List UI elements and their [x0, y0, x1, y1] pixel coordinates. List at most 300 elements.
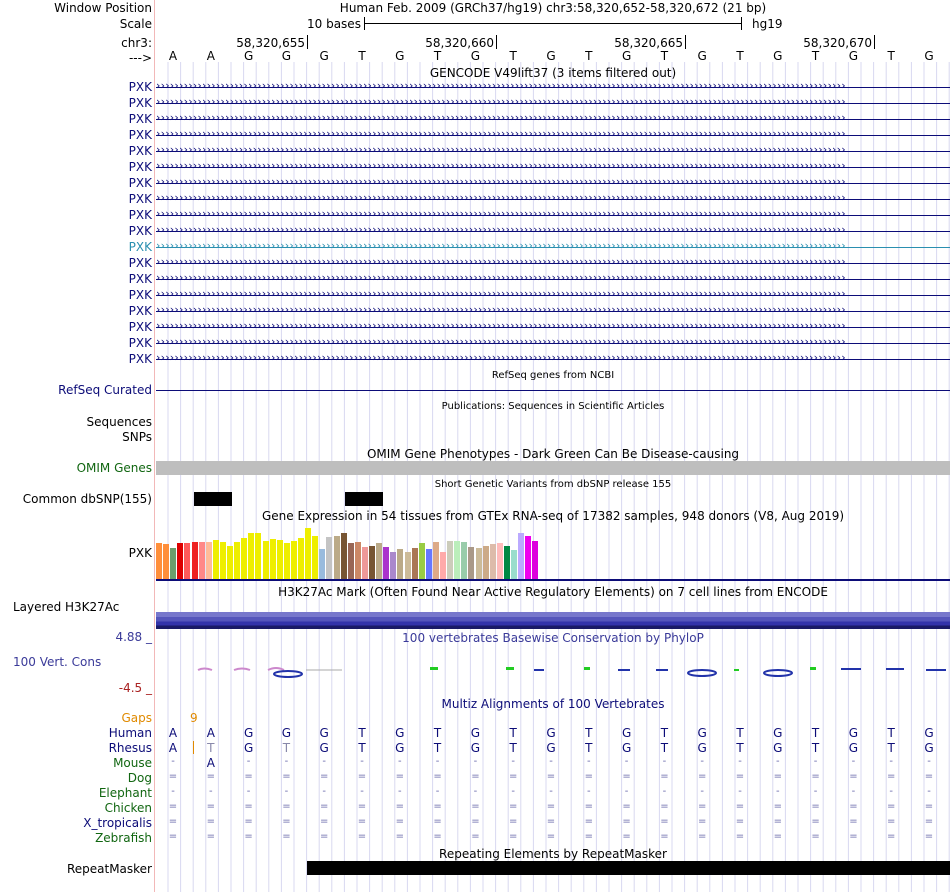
alignment-base: T	[585, 741, 593, 755]
gtex-tissue-bar[interactable]	[348, 543, 354, 579]
alignment-base: =	[886, 816, 896, 827]
gtex-tissue-bar[interactable]	[376, 543, 382, 579]
dbsnp-variant-2[interactable]	[345, 492, 383, 506]
gap-marker	[193, 741, 194, 754]
gtex-tissue-bar[interactable]	[461, 542, 467, 579]
alignment-base: =	[546, 801, 556, 812]
alignment-base: G	[546, 741, 556, 755]
strand-arrows: ››››››››››››››››››››››››››››››››››››››››››››››››››››››››››››››››››››››››››››››››››››››››››››››››››››››››››››››››››››››››››››››››››››››››››››››››››››››	[156, 319, 846, 332]
alignment-base: =	[508, 771, 518, 782]
gencode-transcript-label[interactable]: PXK	[128, 80, 152, 94]
sequence-base[interactable]: T	[585, 49, 593, 63]
gtex-tissue-bar[interactable]	[319, 549, 325, 579]
sequence-base[interactable]: G	[621, 49, 632, 63]
alignment-base: A	[168, 726, 178, 740]
gtex-tissue-bar[interactable]	[163, 544, 169, 579]
omim-track-title[interactable]: OMIM Gene Phenotypes - Dark Green Can Be Disease-causing	[366, 447, 740, 461]
sequence-base[interactable]: T	[736, 49, 744, 63]
alignment-base: =	[622, 831, 631, 842]
alignment-base: =	[471, 771, 480, 782]
alignment-base: -	[889, 756, 893, 767]
gtex-tissue-bar[interactable]	[170, 548, 176, 579]
gtex-tissue-bar[interactable]	[426, 549, 432, 579]
chrom-label: chr3:	[121, 36, 152, 50]
alignment-base: T	[433, 726, 442, 740]
gtex-tissue-bar[interactable]	[341, 533, 347, 579]
gtex-tissue-bar[interactable]	[213, 540, 219, 579]
alignment-base: =	[508, 816, 518, 827]
gtex-tissue-bar[interactable]	[511, 550, 517, 579]
alignment-base: =	[886, 831, 896, 842]
coordinate-tick	[685, 35, 686, 49]
gtex-tissue-bar[interactable]	[405, 552, 411, 579]
alignment-base: T	[811, 741, 820, 755]
omim-track-label[interactable]: OMIM Genes	[76, 461, 152, 475]
phylop-mark-14	[764, 670, 792, 676]
alignment-base: =	[282, 771, 291, 782]
alignment-base: =	[811, 816, 820, 827]
alignment-base: =	[660, 771, 669, 782]
alignment-base: =	[735, 801, 745, 812]
strand-arrows: ››››››››››››››››››››››››››››››››››››››››››››››››››››››››››››››››››››››››››››››››››››››››››››››››››››››››››››››››››››››››››››››››››››››››››››››››››››››	[156, 255, 846, 268]
alignment-base: =	[773, 801, 782, 812]
h3k27ac-track-label[interactable]: Layered H3K27Ac	[13, 600, 120, 614]
sequence-base[interactable]: T	[887, 49, 895, 63]
gencode-track-title[interactable]: GENCODE V49lift37 (3 items filtered out)	[429, 66, 677, 80]
alignment-base: =	[168, 831, 178, 842]
phylop-track-label[interactable]: 100 Vert. Cons	[13, 655, 102, 669]
sequence-base[interactable]: G	[848, 49, 859, 63]
alignment-base: =	[395, 801, 404, 812]
dbsnp-track-title[interactable]: Short Genetic Variants from dbSNP release 155	[434, 479, 672, 490]
gencode-transcript-label[interactable]: PXK	[128, 224, 152, 238]
alignment-base: =	[319, 831, 329, 842]
species-label[interactable]: Elephant	[98, 786, 152, 800]
alignment-base: =	[886, 771, 896, 782]
alignment-base: -	[322, 786, 326, 797]
coordinate-label: 58,320,660	[425, 36, 494, 50]
gtex-tissue-bar[interactable]	[284, 543, 290, 579]
scale-assembly: hg19	[752, 17, 783, 31]
gtex-tissue-bar[interactable]	[177, 543, 183, 579]
gtex-tissue-bar[interactable]	[298, 538, 304, 579]
strand-arrows: ››››››››››››››››››››››››››››››››››››››››››››››››››››››››››››››››››››››››››››››››››››››››››››››››››››››››››››››››››››››››››››››››››››››››››››››››››››››	[156, 335, 846, 348]
alignment-base: G	[848, 726, 859, 740]
alignment-base: =	[584, 801, 593, 812]
alignment-base: =	[697, 816, 707, 827]
phylop-track-title[interactable]	[156, 631, 950, 645]
phylop-track-title-text: 100 vertebrates Basewise Conservation by PhyloP	[402, 631, 704, 645]
alignment-base: A	[206, 756, 215, 770]
coordinate-label: 58,320,655	[236, 36, 305, 50]
alignment-base: =	[546, 816, 556, 827]
alignment-base: =	[357, 831, 367, 842]
alignment-base: =	[811, 831, 820, 842]
gtex-tissue-bar[interactable]	[412, 548, 418, 579]
sequence-base[interactable]: G	[546, 49, 556, 63]
alignment-base: -	[549, 786, 553, 797]
gtex-tissue-bar[interactable]	[525, 536, 531, 579]
gtex-track-title[interactable]: Gene Expression in 54 tissues from GTEx RNA-seq of 17382 samples, 948 donors (V8, Aug 2019)	[261, 509, 845, 523]
alignment-base: =	[168, 771, 178, 782]
sequence-base[interactable]: T	[433, 49, 442, 63]
alignment-base: =	[849, 801, 858, 812]
gtex-tissue-bar[interactable]	[390, 552, 396, 579]
alignment-base: =	[849, 831, 858, 842]
gtex-tissue-bar[interactable]	[156, 543, 162, 579]
gtex-track-label[interactable]: PXK	[128, 546, 152, 560]
gtex-tissue-bar[interactable]	[199, 542, 205, 579]
alignment-base: T	[887, 741, 895, 755]
strand-arrows: ››››››››››››››››››››››››››››››››››››››››››››››››››››››››››››››››››››››››››››››››››››››››››››››››››››››››››››››››››››››››››››››››››››››››››››››››››››››	[156, 111, 846, 124]
alignment-base: =	[357, 801, 367, 812]
sequence-base[interactable]: G	[697, 49, 707, 63]
phylop-mark-7	[506, 667, 514, 670]
publications-sequences-label[interactable]: Sequences	[86, 415, 152, 429]
gtex-tissue-bar[interactable]	[504, 546, 510, 579]
alignment-base: =	[660, 831, 669, 842]
window-position-label: Window Position	[54, 1, 152, 15]
alignment-base: T	[509, 741, 517, 755]
publications-snps-label[interactable]: SNPs	[122, 430, 152, 444]
gtex-tissue-bar[interactable]	[362, 547, 368, 579]
alignment-base: T	[887, 726, 895, 740]
alignment-base: =	[395, 771, 404, 782]
sequence-base[interactable]: G	[395, 49, 405, 63]
gtex-tissue-bar[interactable]	[227, 546, 233, 579]
gtex-tissue-bar[interactable]	[184, 543, 190, 579]
alignment-base: T	[509, 726, 517, 740]
gtex-tissue-bar[interactable]	[518, 533, 524, 579]
coordinate-tick	[874, 35, 875, 49]
gencode-transcript-label[interactable]: PXK	[128, 272, 152, 286]
alignment-base: =	[471, 801, 480, 812]
phylop-mark-12	[688, 670, 716, 676]
strand-arrows: ››››››››››››››››››››››››››››››››››››››››››››››››››››››››››››››››››››››››››››››››››››››››››››››››››››››››››››››››››››››››››››››››››››››››››››››››››››››	[156, 191, 846, 204]
h3k27ac-track-title[interactable]: H3K27Ac Mark (Often Found Near Active Regulatory Elements) on 7 cell lines from ENCODE	[278, 585, 828, 599]
alignment-base: =	[622, 771, 631, 782]
alignment-base: =	[319, 801, 329, 812]
alignment-base: G	[621, 741, 632, 755]
alignment-base: -	[624, 756, 629, 767]
alignment-base: =	[395, 816, 404, 827]
alignment-base: =	[433, 816, 442, 827]
omim-gene-bar[interactable]	[156, 461, 950, 475]
gencode-transcript-label[interactable]: PXK	[128, 288, 152, 302]
alignment-base: -	[700, 756, 704, 767]
species-label[interactable]: Human	[108, 726, 152, 740]
strand-arrows: ››››››››››››››››››››››››››››››››››››››››››››››››››››››››››››››››››››››››››››››››››››››››››››››››››››››››››››››››››››››››››››››››››››››››››››››››››››››	[156, 303, 846, 316]
alignment-base: T	[433, 741, 442, 755]
sequence-base[interactable]: A	[168, 49, 178, 63]
alignment-base: =	[546, 831, 556, 842]
alignment-base: G	[395, 741, 405, 755]
alignment-base: G	[697, 741, 707, 755]
alignment-base: -	[284, 786, 289, 797]
species-label[interactable]: Mouse	[113, 756, 152, 770]
species-label[interactable]: Zebrafish	[95, 831, 152, 845]
phylop-logo[interactable]	[156, 660, 950, 680]
gencode-transcript-label[interactable]: PXK	[128, 240, 152, 254]
sequence-base[interactable]: G	[924, 49, 934, 63]
gtex-tissue-bar[interactable]	[241, 538, 247, 579]
alignment-base: =	[546, 771, 556, 782]
gencode-transcript-label[interactable]: PXK	[128, 192, 152, 206]
label-divider	[154, 0, 155, 892]
gtex-tissue-bar[interactable]	[312, 536, 318, 579]
alignment-base: G	[319, 741, 329, 755]
alignment-base: =	[584, 831, 593, 842]
alignment-base: -	[322, 756, 326, 767]
alignment-base: T	[736, 726, 744, 740]
alignment-base: -	[813, 786, 818, 797]
sequence-base[interactable]: T	[509, 49, 517, 63]
sequence-base[interactable]: T	[660, 49, 669, 63]
sequence-base[interactable]: G	[243, 49, 254, 63]
repeatmasker-track-label[interactable]: RepeatMasker	[66, 862, 152, 876]
gtex-tissue-bar[interactable]	[440, 552, 446, 579]
gencode-transcript-label[interactable]: PXK	[128, 320, 152, 334]
alignment-base: G	[924, 741, 934, 755]
refseq-track-label[interactable]: RefSeq Curated	[58, 383, 152, 397]
alignment-base: =	[357, 771, 367, 782]
alignment-base: =	[660, 816, 669, 827]
alignment-base: T	[282, 741, 291, 755]
alignment-base: -	[360, 786, 364, 797]
alignment-base: -	[397, 786, 402, 797]
gtex-tissue-bar[interactable]	[497, 543, 503, 579]
alignment-base: =	[206, 831, 215, 842]
alignment-base: =	[584, 816, 593, 827]
alignment-base: G	[924, 726, 934, 740]
gtex-tissue-bar[interactable]	[355, 542, 361, 579]
gtex-tissue-bar[interactable]	[532, 541, 538, 579]
gtex-tissue-bar[interactable]	[397, 549, 403, 579]
gencode-transcript-label[interactable]: PXK	[128, 336, 152, 350]
gtex-tissue-bar[interactable]	[270, 539, 276, 579]
gencode-transcript-label[interactable]: PXK	[128, 96, 152, 110]
species-label[interactable]: Dog	[127, 771, 152, 785]
alignment-base: -	[171, 756, 175, 767]
alignment-base: G	[470, 741, 481, 755]
alignment-base: =	[319, 771, 329, 782]
alignment-base: =	[471, 816, 480, 827]
gencode-transcript-label[interactable]: PXK	[128, 128, 152, 142]
alignment-base: -	[927, 786, 931, 797]
gtex-expression-chart[interactable]	[156, 525, 556, 579]
alignment-base: -	[360, 756, 364, 767]
alignment-base: =	[319, 816, 329, 827]
alignment-base: =	[244, 771, 253, 782]
gtex-tissue-bar[interactable]	[468, 547, 474, 579]
alignment-base: T	[358, 741, 366, 755]
alignment-base: =	[244, 831, 253, 842]
alignment-base: -	[775, 756, 780, 767]
gtex-tissue-bar[interactable]	[419, 543, 425, 579]
alignment-base: =	[924, 771, 934, 782]
scale-bar	[364, 23, 742, 24]
gencode-transcript-label[interactable]: PXK	[128, 144, 152, 158]
alignment-base: =	[206, 816, 215, 827]
alignment-base: -	[586, 786, 591, 797]
scale-label: Scale	[119, 17, 152, 31]
gtex-tissue-bar[interactable]	[476, 548, 482, 579]
alignment-base: A	[168, 741, 178, 755]
sequence-base[interactable]: G	[319, 49, 329, 63]
gtex-tissue-bar[interactable]	[447, 541, 453, 579]
sequence-base[interactable]: A	[206, 49, 215, 63]
alignment-base: =	[849, 816, 858, 827]
coordinate-label: 58,320,670	[803, 36, 872, 50]
multiz-track-title[interactable]	[156, 697, 950, 711]
repeatmasker-element[interactable]	[307, 861, 950, 875]
phylop-mark-4	[274, 671, 302, 677]
strand-arrows: ››››››››››››››››››››››››››››››››››››››››››››››››››››››››››››››››››››››››››››››››››››››››››››››››››››››››››››››››››››››››››››››››››››››››››››››››››››››	[156, 207, 846, 220]
alignment-base: G	[281, 726, 292, 740]
alignment-base: =	[697, 831, 707, 842]
gtex-tissue-bar[interactable]	[383, 547, 389, 579]
alignment-base: -	[927, 756, 931, 767]
alignment-base: =	[168, 801, 178, 812]
alignment-base: =	[206, 801, 215, 812]
strand-arrows: ››››››››››››››››››››››››››››››››››››››››››››››››››››››››››››››››››››››››››››››››››››››››››››››››››››››››››››››››››››››››››››››››››››››››››››››››››››››	[156, 143, 846, 156]
gtex-tissue-bar[interactable]	[433, 542, 439, 579]
sequence-base[interactable]: T	[358, 49, 366, 63]
gencode-transcript-label[interactable]: PXK	[128, 160, 152, 174]
strand-arrows: ››››››››››››››››››››››››››››››››››››››››››››››››››››››››››››››››››››››››››››››››››››››››››››››››››››››››››››››››››››››››››››››››››››››››››››››››››››››	[156, 95, 846, 108]
alignment-base: =	[924, 801, 934, 812]
alignment-base: -	[662, 786, 667, 797]
alignment-base: =	[395, 831, 404, 842]
alignment-base: =	[773, 771, 782, 782]
gtex-tissue-bar[interactable]	[490, 544, 496, 579]
gtex-tissue-bar[interactable]	[291, 541, 297, 579]
alignment-base: -	[738, 786, 742, 797]
gtex-tissue-bar[interactable]	[483, 546, 489, 579]
alignment-base: -	[435, 786, 440, 797]
multiz-track-title-text: Multiz Alignments of 100 Vertebrates	[441, 697, 665, 711]
sequence-base[interactable]: G	[281, 49, 292, 63]
coordinate-label: 58,320,665	[614, 36, 683, 50]
coordinate-tick	[496, 35, 497, 49]
gtex-tissue-bar[interactable]	[334, 536, 340, 579]
h3k27ac-signal[interactable]	[156, 612, 950, 629]
publications-track-title[interactable]: Publications: Sequences in Scientific Articles	[441, 401, 665, 412]
alignment-base: T	[811, 726, 820, 740]
species-label[interactable]: X_tropicalis	[83, 816, 152, 830]
gtex-tissue-bar[interactable]	[192, 542, 198, 579]
phylop-max-value: 4.88 _	[115, 630, 152, 644]
alignment-base: G	[395, 726, 405, 740]
gencode-transcript-label[interactable]: PXK	[128, 112, 152, 126]
gtex-tissue-bar[interactable]	[220, 542, 226, 579]
gaps-value: 9	[190, 711, 198, 725]
gtex-tissue-bar[interactable]	[369, 546, 375, 579]
gtex-tissue-bar[interactable]	[255, 533, 261, 579]
alignment-base: =	[282, 816, 291, 827]
alignment-base: G	[697, 726, 707, 740]
gtex-tissue-bar[interactable]	[326, 537, 332, 579]
alignment-base: -	[511, 786, 515, 797]
alignment-base: =	[697, 801, 707, 812]
gtex-tissue-bar[interactable]	[305, 528, 311, 579]
alignment-base: =	[773, 816, 782, 827]
gencode-transcript-label[interactable]: PXK	[128, 208, 152, 222]
alignment-base: -	[171, 786, 175, 797]
alignment-base: =	[811, 801, 820, 812]
alignment-base: =	[622, 816, 631, 827]
alignment-base: T	[585, 726, 593, 740]
alignment-base: T	[660, 741, 669, 755]
alignment-base: -	[511, 756, 515, 767]
sequence-base[interactable]: G	[773, 49, 783, 63]
repeatmasker-track-title[interactable]: Repeating Elements by RepeatMasker	[439, 847, 667, 861]
phylop-mark-9	[584, 667, 590, 670]
alignment-base: =	[735, 831, 745, 842]
alignment-base: T	[660, 726, 669, 740]
gtex-tissue-bar[interactable]	[248, 533, 254, 579]
alignment-base: =	[697, 771, 707, 782]
refseq-track-title[interactable]: RefSeq genes from NCBI	[491, 370, 615, 381]
alignment-base: =	[584, 771, 593, 782]
phylop-mark-3	[268, 668, 284, 670]
alignment-base: -	[586, 756, 591, 767]
phylop-mark-2	[234, 669, 250, 671]
gencode-transcript-label[interactable]: PXK	[128, 352, 152, 366]
sequence-base[interactable]: T	[811, 49, 820, 63]
alignment-base: G	[773, 726, 783, 740]
gencode-transcript-label[interactable]: PXK	[128, 256, 152, 270]
gencode-transcript-label[interactable]: PXK	[128, 304, 152, 318]
alignment-base: G	[848, 741, 859, 755]
strand-arrows: ››››››››››››››››››››››››››››››››››››››››››››››››››››››››››››››››››››››››››››››››››››››››››››››››››››››››››››››››››››››››››››››››››››››››››››››››››››››	[156, 127, 846, 140]
alignment-base: -	[246, 756, 251, 767]
alignment-base: =	[206, 771, 215, 782]
alignment-base: =	[168, 816, 178, 827]
dbsnp-variant-1[interactable]	[194, 492, 232, 506]
scale-bases: 10 bases	[307, 17, 361, 31]
alignment-base: =	[433, 831, 442, 842]
strand-arrows: ››››››››››››››››››››››››››››››››››››››››››››››››››››››››››››››››››››››››››››››››››››››››››››››››››››››››››››››››››››››››››››››››››››››››››››››››››››››	[156, 79, 846, 92]
alignment-base: G	[470, 726, 481, 740]
strand-label: --->	[128, 51, 152, 65]
alignment-base: -	[662, 756, 667, 767]
alignment-base: =	[244, 801, 253, 812]
gencode-transcript-label[interactable]: PXK	[128, 176, 152, 190]
alignment-base: =	[508, 801, 518, 812]
alignment-base: =	[886, 801, 896, 812]
phylop-mark-1	[198, 669, 212, 671]
alignment-base: =	[244, 816, 253, 827]
gtex-tissue-bar[interactable]	[263, 541, 269, 579]
window-position-value: Human Feb. 2009 (GRCh37/hg19) chr3:58,320,652-58,320,672 (21 bp)	[339, 1, 767, 15]
strand-arrows: ››››››››››››››››››››››››››››››››››››››››››››››››››››››››››››››››››››››››››››››››››››››››››››››››››››››››››››››››››››››››››››››››››››››››››››››››››››››	[156, 351, 846, 364]
species-label[interactable]: Rhesus	[108, 741, 152, 755]
scale-bar-right-tick	[741, 17, 742, 30]
gtex-tissue-bar[interactable]	[454, 541, 460, 579]
species-label[interactable]: Chicken	[104, 801, 152, 815]
gtex-tissue-bar[interactable]	[206, 542, 212, 579]
sequence-base[interactable]: G	[470, 49, 481, 63]
strand-arrows: ››››››››››››››››››››››››››››››››››››››››››››››››››››››››››››››››››››››››››››››››››››››››››››››››››››››››››››››››››››››››››››››››››››››››››››››››››››››	[156, 239, 846, 252]
phylop-mark-6	[430, 667, 438, 670]
gtex-tissue-bar[interactable]	[234, 542, 240, 579]
alignment-base: -	[435, 756, 440, 767]
alignment-base: =	[660, 801, 669, 812]
alignment-base: -	[813, 756, 818, 767]
gtex-tissue-bar[interactable]	[277, 540, 283, 579]
dbsnp-track-label[interactable]: Common dbSNP(155)	[22, 492, 152, 506]
